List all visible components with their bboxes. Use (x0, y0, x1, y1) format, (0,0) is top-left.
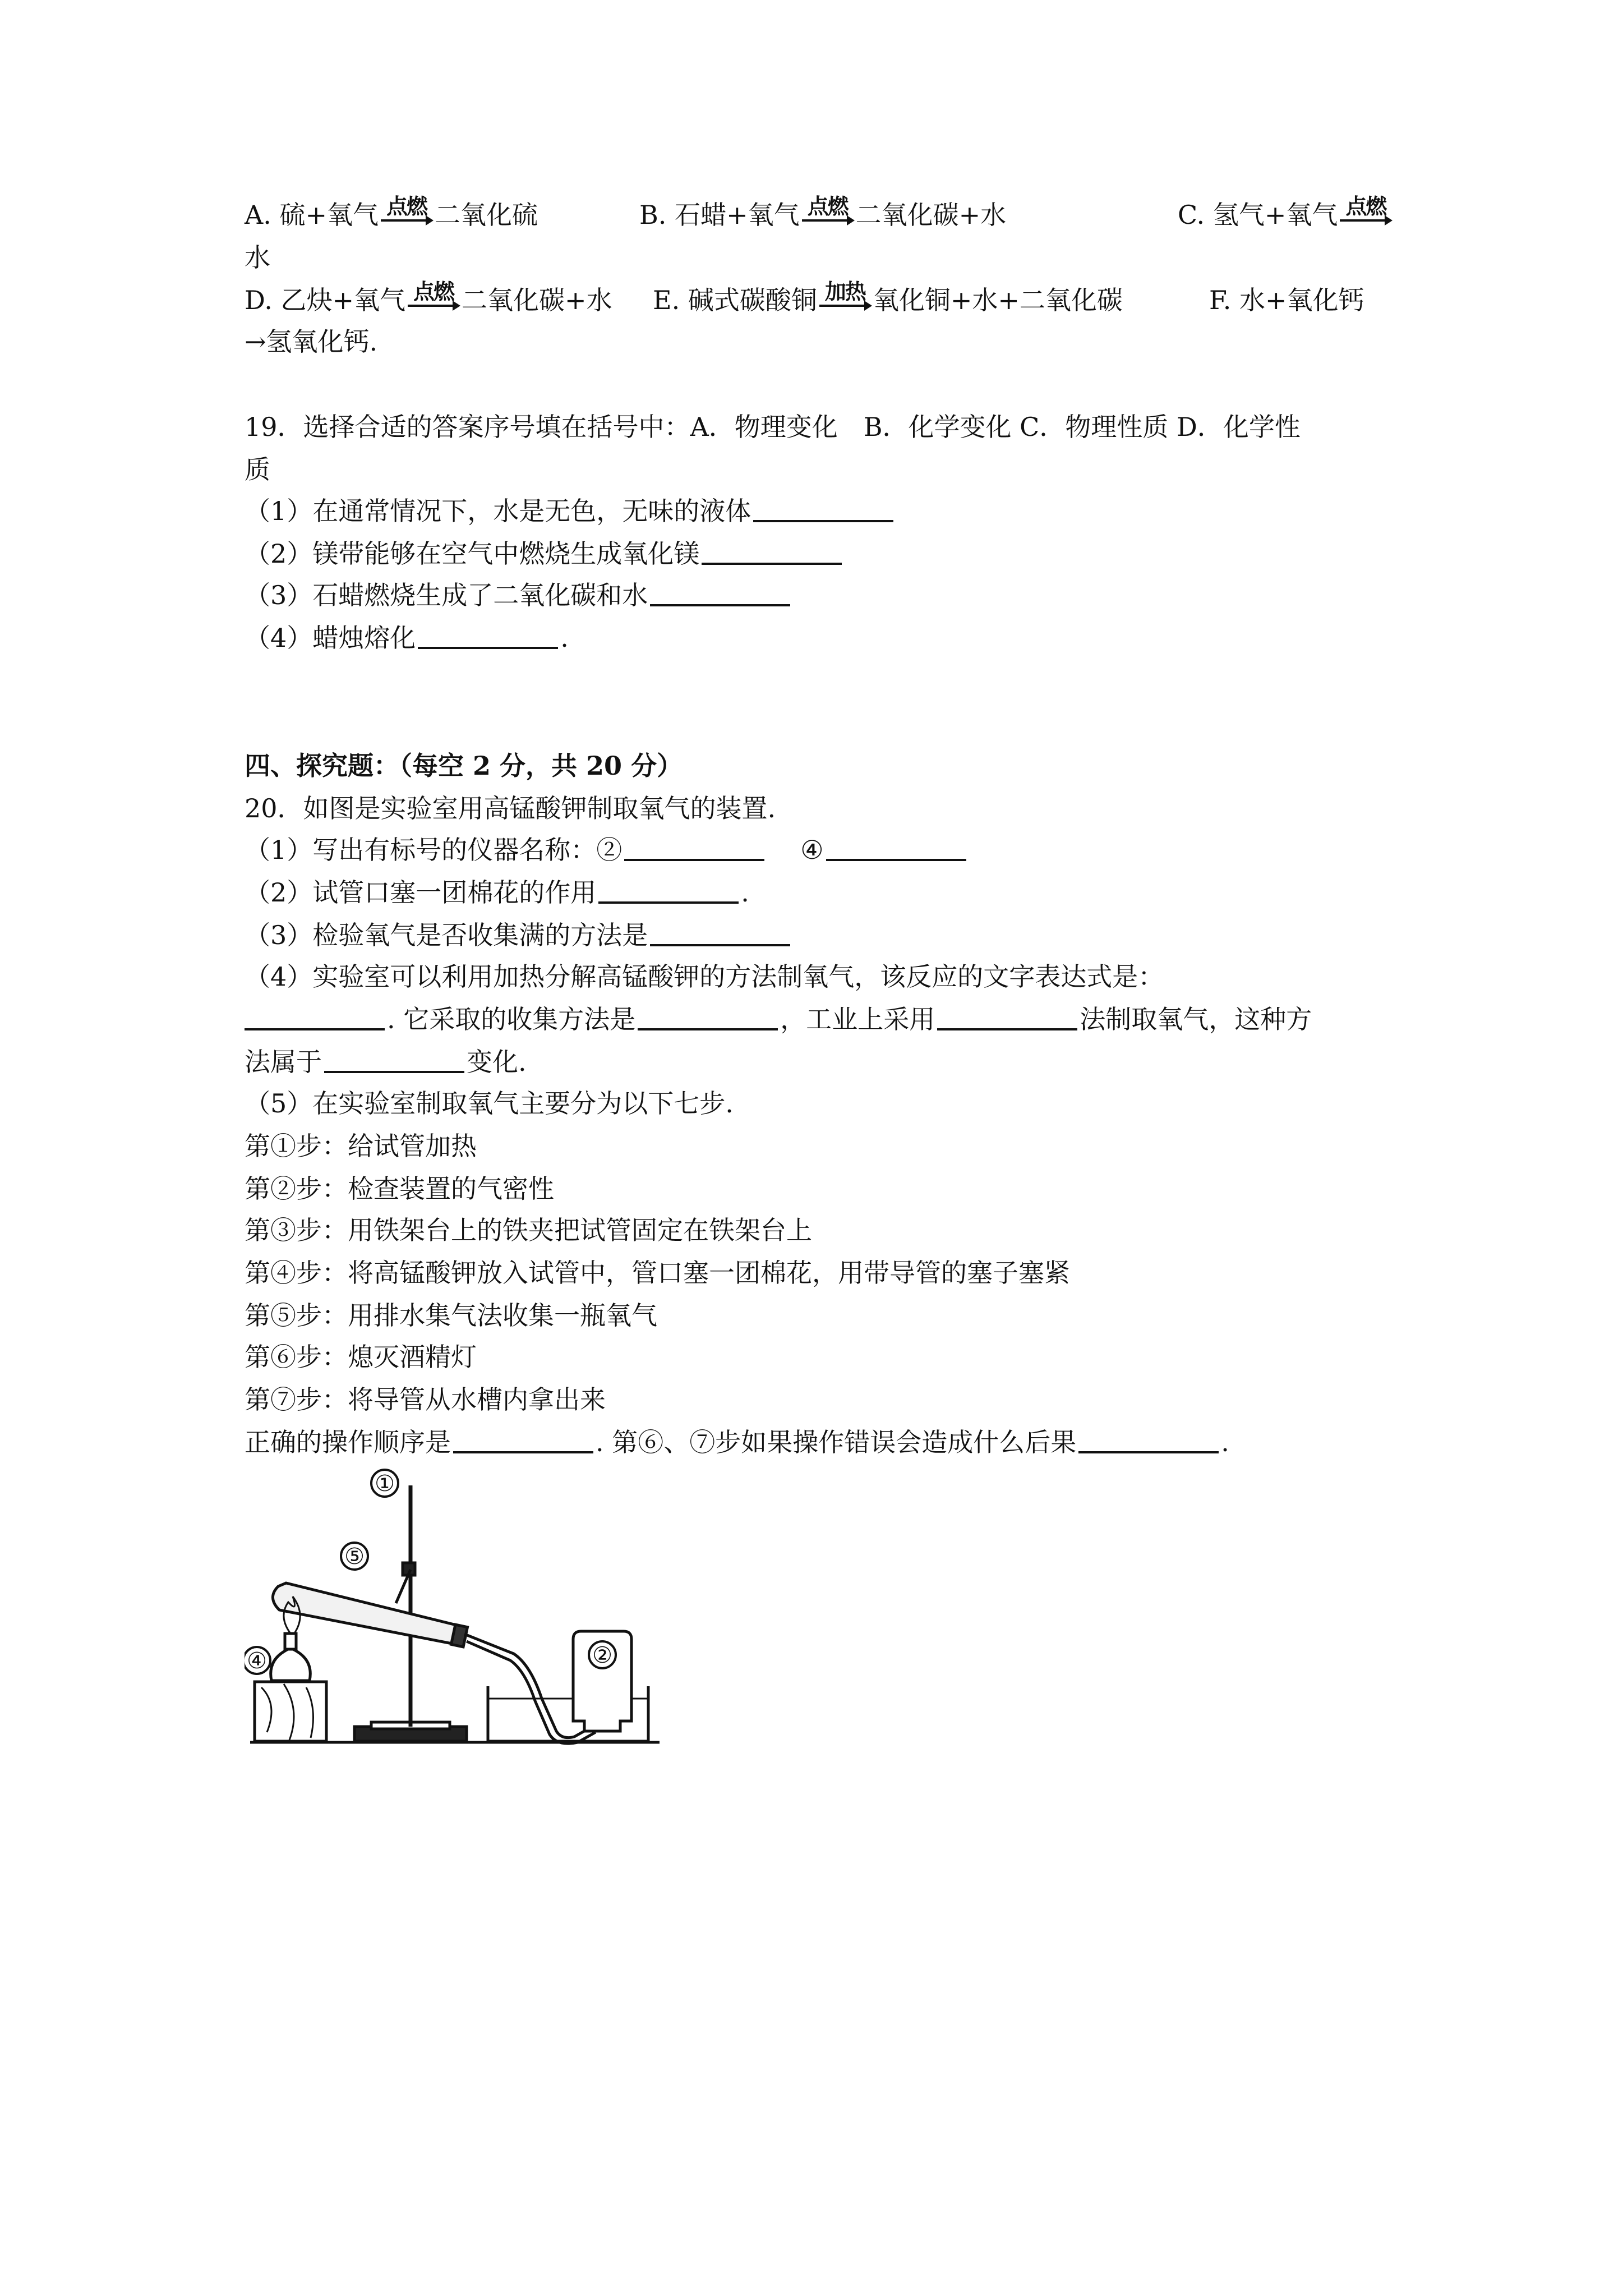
part-text: 变化. (467, 1047, 527, 1077)
option-d-reactants: 乙炔+氧气 (280, 285, 406, 315)
answer-blank[interactable] (1078, 1429, 1219, 1453)
lamp-wick-holder (285, 1634, 296, 1649)
figure-label-2: ② (592, 1642, 612, 1668)
answer-blank[interactable] (650, 922, 790, 946)
part-text: 法属于 (245, 1047, 322, 1077)
part-text: ④ (800, 835, 824, 865)
answer-blank[interactable] (598, 879, 739, 904)
option-e (653, 279, 1123, 318)
question-19-item (245, 578, 792, 613)
answer-blank[interactable] (702, 540, 842, 565)
question-20-part-2 (245, 875, 749, 910)
figure-label-4: ④ (247, 1648, 267, 1674)
reaction-condition: 加热 (824, 279, 865, 304)
step-item: 第④步：将高锰酸钾放入试管中，管口塞一团棉花，用带导管的塞子塞紧 (245, 1258, 1070, 1288)
item-text: （4）蜡烛熔化 (245, 623, 416, 653)
question-20-stem: 20．如图是实验室用高锰酸钾制取氧气的装置. (245, 793, 776, 823)
option-a-label: A. (245, 200, 271, 230)
answer-blank[interactable] (418, 624, 558, 649)
answer-blank[interactable] (624, 836, 764, 861)
part-text: . 它采取的收集方法是 (387, 1004, 636, 1034)
question-19-stem: 19．选择合适的答案序号填在括号中：A．物理变化 B．化学变化 C．物理性质 D．化学性 (245, 412, 1301, 442)
answer-blank[interactable] (453, 1429, 593, 1453)
option-c (1178, 194, 1394, 232)
option-c-continuation: 水 (245, 242, 270, 273)
question-20-final (245, 1425, 1229, 1460)
option-d-label: D. (245, 285, 273, 315)
part-text: ，工业上采用 (780, 1004, 935, 1034)
reaction-arrow (380, 194, 434, 225)
reaction-arrow (818, 279, 872, 310)
question-19-item (245, 536, 844, 571)
question-20-part-4: （4）实验室可以利用加热分解高锰酸钾的方法制氧气，该反应的文字表达式是： (245, 961, 1164, 992)
answer-blank[interactable] (937, 1006, 1077, 1030)
option-f-text: 水+氧化钙 (1239, 285, 1364, 315)
option-f-continuation: →氢氧化钙. (245, 326, 378, 357)
step-item: 第⑤步：用排水集气法收集一瓶氧气 (245, 1300, 657, 1331)
step-item: 第⑦步：将导管从水槽内拿出来 (245, 1384, 606, 1415)
part-text: 法制取氧气，这种方 (1080, 1004, 1312, 1034)
option-b-products: 二氧化碳+水 (855, 200, 1007, 230)
reaction-arrow (801, 194, 855, 225)
item-text: （1）在通常情况下，水是无色，无味的液体 (245, 496, 751, 526)
reaction-condition: 点燃 (1345, 194, 1386, 219)
option-f (1209, 283, 1364, 318)
option-b-label: B. (639, 200, 667, 230)
part-text: （3）检验氧气是否收集满的方法是 (245, 920, 648, 950)
answer-blank[interactable] (245, 1006, 385, 1030)
answer-blank[interactable] (638, 1006, 778, 1030)
option-d (245, 279, 612, 318)
item-text: （2）镁带能够在空气中燃烧生成氧化镁 (245, 539, 700, 569)
reaction-condition: 点燃 (413, 279, 454, 304)
question-19-stem-cont: 质 (245, 454, 270, 485)
answer-blank[interactable] (826, 836, 966, 861)
option-d-products: 二氧化碳+水 (462, 285, 612, 315)
option-a (245, 194, 538, 232)
question-19-item (245, 620, 569, 655)
answer-blank[interactable] (753, 498, 893, 522)
option-f-label: F. (1209, 285, 1232, 315)
figure-label-5: ⑤ (344, 1544, 365, 1570)
question-20-part-4-line-2 (245, 1002, 1312, 1037)
part-text: （1）写出有标号的仪器名称：② (245, 835, 623, 865)
answer-blank[interactable] (324, 1048, 464, 1073)
reaction-condition: 点燃 (807, 194, 848, 219)
item-suffix: . (560, 623, 569, 653)
option-c-reactants: 氢气+氧气 (1212, 200, 1338, 230)
option-a-reactants: 硫+氧气 (279, 200, 379, 230)
question-20-part-5: （5）在实验室制取氧气主要分为以下七步. (245, 1088, 734, 1119)
section-heading: 四、探究题：（每空 2 分，共 20 分） (245, 751, 683, 781)
reaction-arrow (407, 279, 460, 310)
option-b (639, 194, 1007, 232)
item-text: （3）石蜡燃烧生成了二氧化碳和水 (245, 580, 648, 610)
question-20-part-4-line-3 (245, 1045, 527, 1079)
alcohol-lamp (271, 1648, 311, 1681)
step-item: 第⑥步：熄灭酒精灯 (245, 1342, 477, 1372)
answer-blank[interactable] (650, 582, 790, 606)
option-e-label: E. (653, 285, 680, 315)
question-20-part-1 (245, 832, 969, 867)
step-item: 第③步：用铁架台上的铁夹把试管固定在铁架台上 (245, 1215, 812, 1245)
part-text: （2）试管口塞一团棉花的作用 (245, 877, 597, 908)
option-a-products: 二氧化硫 (435, 200, 538, 230)
figure-label-1: ① (375, 1471, 395, 1497)
question-19-item (245, 494, 896, 528)
reaction-arrow (1339, 194, 1393, 225)
question-20-part-3 (245, 918, 792, 953)
wooden-block (255, 1682, 326, 1741)
option-e-reactants: 碱式碳酸铜 (688, 285, 817, 315)
reaction-condition: 点燃 (386, 194, 427, 219)
oxygen-apparatus-figure (245, 1463, 671, 1755)
step-item: 第②步：检查装置的气密性 (245, 1174, 554, 1204)
part-text: . 第⑥、⑦步如果操作错误会造成什么后果 (596, 1427, 1077, 1457)
option-b-reactants: 石蜡+氧气 (675, 200, 800, 230)
part-text: . (741, 877, 749, 908)
option-e-products: 氧化铜+水+二氧化碳 (873, 285, 1123, 315)
option-c-label: C. (1178, 200, 1205, 230)
part-text: 正确的操作顺序是 (245, 1427, 451, 1457)
part-text: . (1221, 1427, 1229, 1457)
step-item: 第①步：给试管加热 (245, 1131, 477, 1161)
